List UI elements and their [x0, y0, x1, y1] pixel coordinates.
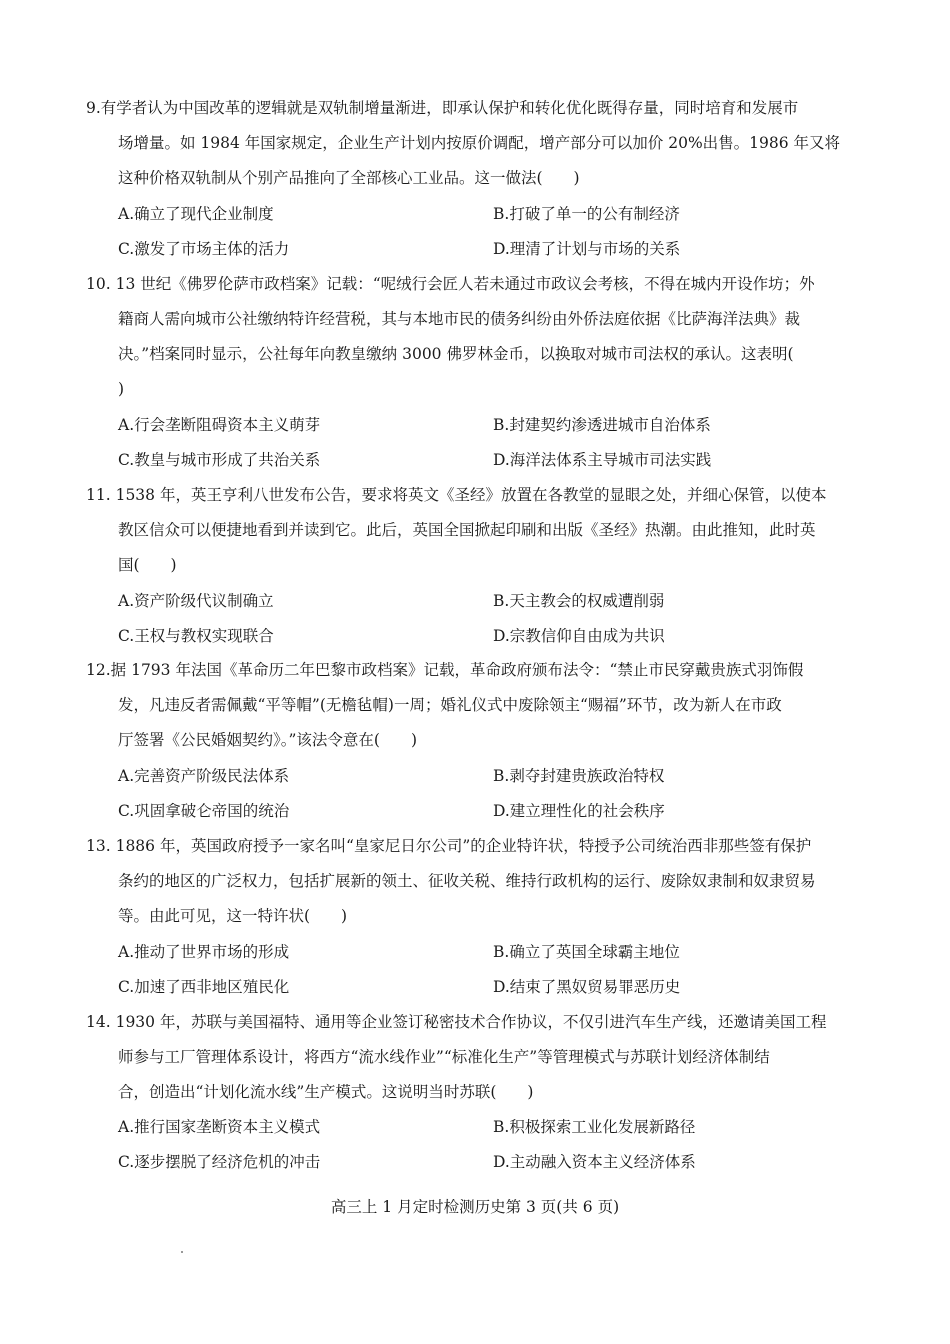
option-c: C.激发了市场主体的活力 [118, 240, 290, 258]
option-d: D.海洋法体系主导城市司法实践 [493, 451, 712, 469]
question-text-line: 14. 1930 年，苏联与美国福特、通用等企业签订秘密技术合作协议，不仅引进汽车生产线，还邀请美国工程 [86, 1013, 827, 1031]
option-c: C.巩固拿破仑帝国的统治 [118, 802, 290, 820]
option-d: D.宗教信仰自由成为共识 [493, 627, 665, 645]
question-text-line: 场增量。如 1984 年国家规定，企业生产计划内按原价调配，增产部分可以加价 20%出售。1986 年又将 [118, 134, 841, 152]
question-text-line: 等。由此可见，这一特许状( ) [118, 907, 348, 925]
question-text-line: 13. 1886 年，英国政府授予一家名叫“皇家尼日尔公司”的企业特许状，特授予公司统治西非那些签有保护 [86, 837, 812, 855]
option-c: C.王权与教权实现联合 [118, 627, 274, 645]
option-a: A.推行国家垄断资本主义模式 [118, 1118, 321, 1136]
option-b: B.积极探索工业化发展新路径 [493, 1118, 696, 1136]
question-text-line: 11. 1538 年，英王亨利八世发布公告，要求将英文《圣经》放置在各教堂的显眼之处，并细心保管，以使本 [86, 486, 827, 504]
option-d: D.理清了计划与市场的关系 [493, 240, 681, 258]
option-b: B.剥夺封建贵族政治特权 [493, 767, 665, 785]
option-a: A.行会垄断阻碍资本主义萌芽 [118, 416, 321, 434]
question-text-line: 条约的地区的广泛权力，包括扩展新的领土、征收关税、维持行政机构的运行、废除奴隶制和奴隶贸易 [118, 872, 816, 890]
question-text-line: 籍商人需向城市公社缴纳特许经营税，其与本地市民的债务纠纷由外侨法庭依据《比萨海洋法典》裁 [118, 310, 801, 328]
question-text-line: 10. 13 世纪《佛罗伦萨市政档案》记载：“呢绒行会匠人若未通过市政议会考核，不得在城内开设作坊；外 [86, 275, 815, 293]
option-a: A.完善资产阶级民法体系 [118, 767, 290, 785]
question-text-line: 决。”档案同时显示，公社每年向教皇缴纳 3000 佛罗林金币，以换取对城市司法权的承认。这表明( [118, 345, 794, 363]
option-b: B.封建契约渗透进城市自治体系 [493, 416, 711, 434]
question-text-line: 国( ) [118, 556, 177, 574]
option-b: B.确立了英国全球霸主地位 [493, 943, 680, 961]
option-b: B.打破了单一的公有制经济 [493, 205, 680, 223]
option-d: D.结束了黑奴贸易罪恶历史 [493, 978, 681, 996]
page-footer: 高三上 1 月定时检测历史第 3 页(共 6 页) [330, 1198, 620, 1216]
option-a: A.资产阶级代议制确立 [118, 592, 274, 610]
question-text-line: 师参与工厂管理体系设计，将西方“流水线作业”“标准化生产”等管理模式与苏联计划经济体制结 [118, 1048, 770, 1066]
question-text-line: 厅签署《公民婚姻契约》。”该法令意在( ) [118, 731, 418, 749]
question-text-line: 这种价格双轨制从个别产品推向了全部核心工业品。这一做法( ) [118, 169, 580, 187]
option-c: C.教皇与城市形成了共治关系 [118, 451, 321, 469]
scan-speck [181, 1251, 183, 1253]
question-text-line: 发，凡违反者需佩戴“平等帽”(无檐毡帽)一周；婚礼仪式中废除领主“赐福”环节，改为新人在市政 [118, 696, 782, 714]
option-d: D.主动融入资本主义经济体系 [493, 1153, 696, 1171]
option-d: D.建立理性化的社会秩序 [493, 802, 665, 820]
option-a: A.确立了现代企业制度 [118, 205, 274, 223]
option-c: C.加速了西非地区殖民化 [118, 978, 290, 996]
question-text-line: 合，创造出“计划化流水线”生产模式。这说明当时苏联( ) [118, 1083, 534, 1101]
question-text-line: 教区信众可以便捷地看到并读到它。此后，英国全国掀起印刷和出版《圣经》热潮。由此推知，此时英 [118, 521, 816, 539]
option-c: C.逐步摆脱了经济危机的冲击 [118, 1153, 321, 1171]
question-text-line: ) [118, 380, 125, 398]
option-a: A.推动了世界市场的形成 [118, 943, 290, 961]
question-text-line: 12.据 1793 年法国《革命历二年巴黎市政档案》记载，革命政府颁布法令：“禁止市民穿戴贵族式羽饰假 [86, 661, 804, 679]
option-b: B.天主教会的权威遭削弱 [493, 592, 665, 610]
question-text-line: 9.有学者认为中国改革的逻辑就是双轨制增量渐进，即承认保护和转化优化既得存量，同时培育和发展市 [86, 99, 799, 117]
